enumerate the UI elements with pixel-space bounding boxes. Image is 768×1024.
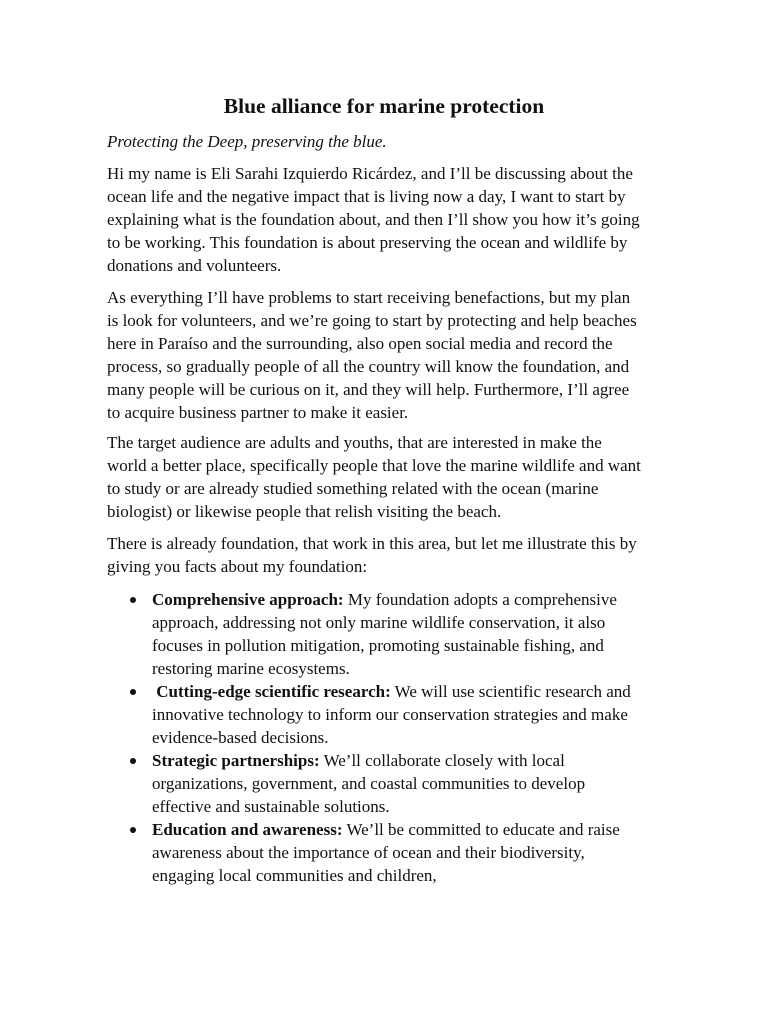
bullet-first-line: [152, 818, 667, 841]
paragraph-line: donations and volunteers.: [107, 256, 282, 275]
paragraph-line: to acquire business partner to make it easier.: [107, 403, 409, 422]
paragraph-line: explaining what is the foundation about, and then I’ll show you how it’s going: [107, 210, 640, 229]
paragraph-audience: [107, 431, 667, 523]
bullet-first-line: [152, 749, 667, 772]
document-subtitle: Protecting the Deep, preserving the blue.: [107, 132, 387, 151]
paragraph-line: As everything I’ll have problems to start receiving benefactions, but my plan: [107, 288, 631, 307]
bullet-first-line: [152, 588, 667, 611]
bullet-line: restoring marine ecosystems.: [152, 659, 350, 678]
paragraph-line: giving you facts about my foundation:: [107, 557, 368, 576]
bullet-line: organizations, government, and coastal communities to develop: [152, 774, 586, 793]
bullet-scientific-research: [107, 680, 667, 749]
document-title: Blue alliance for marine protection: [223, 94, 545, 118]
paragraph-line: world a better place, specifically people that love the marine wildlife and want: [107, 456, 641, 475]
bullet-line: evidence-based decisions.: [152, 728, 329, 747]
bullet-dot-icon: [130, 689, 136, 695]
bullet-label: Cutting-edge scientific research:: [152, 682, 391, 701]
bullet-dot-icon: [130, 758, 136, 764]
bullet-text: We’ll be committed to educate and raise: [342, 820, 620, 839]
paragraph-plan: [107, 286, 667, 424]
bullet-dot-icon: [130, 827, 136, 833]
paragraph-facts-intro: [107, 532, 667, 578]
paragraph-line: to be working. This foundation is about preserving the ocean and wildlife by: [107, 233, 628, 252]
paragraph-line: here in Paraíso and the surrounding, also open social media and record the: [107, 334, 613, 353]
bullet-dot-icon: [130, 597, 136, 603]
bullet-line: effective and sustainable solutions.: [152, 797, 390, 816]
paragraph-line: process, so gradually people of all the country will know the foundation, and: [107, 357, 630, 376]
paragraph-line: many people will be curious on it, and they will help. Furthermore, I’ll agree: [107, 380, 630, 399]
bullet-line: innovative technology to inform our conservation strategies and make: [152, 705, 628, 724]
paragraph-line: ocean life and the negative impact that is living now a day, I want to start by: [107, 187, 626, 206]
bullet-line: engaging local communities and children,: [152, 866, 437, 885]
paragraph-line: Hi my name is Eli Sarahi Izquierdo Ricárdez, and I’ll be discussing about the: [107, 164, 633, 183]
bullet-label: Education and awareness:: [152, 820, 343, 839]
bullet-comprehensive-approach: [107, 588, 667, 680]
bullet-text: My foundation adopts a comprehensive: [343, 590, 617, 609]
paragraph-line: There is already foundation, that work in this area, but let me illustrate this by: [107, 534, 637, 553]
bullet-line: approach, addressing not only marine wildlife conservation, it also: [152, 613, 606, 632]
bullet-label: Strategic partnerships:: [152, 751, 320, 770]
facts-bullet-list: [107, 588, 667, 887]
bullet-first-line: [152, 680, 667, 703]
bullet-text: We will use scientific research and: [390, 682, 631, 701]
bullet-strategic-partnerships: [107, 749, 667, 818]
paragraph-line: is look for volunteers, and we’re going to start by protecting and help beaches: [107, 311, 637, 330]
paragraph-line: biologist) or likewise people that relish visiting the beach.: [107, 502, 502, 521]
bullet-line: awareness about the importance of ocean and their biodiversity,: [152, 843, 585, 862]
paragraph-line: to study or are already studied something related with the ocean (marine: [107, 479, 599, 498]
bullet-education-awareness: [107, 818, 667, 887]
bullet-label: Comprehensive approach:: [152, 590, 344, 609]
paragraph-line: The target audience are adults and youths, that are interested in make the: [107, 433, 602, 452]
paragraph-introduction: [107, 162, 667, 277]
bullet-text: We’ll collaborate closely with local: [319, 751, 565, 770]
bullet-line: focuses in pollution mitigation, promoting sustainable fishing, and: [152, 636, 604, 655]
